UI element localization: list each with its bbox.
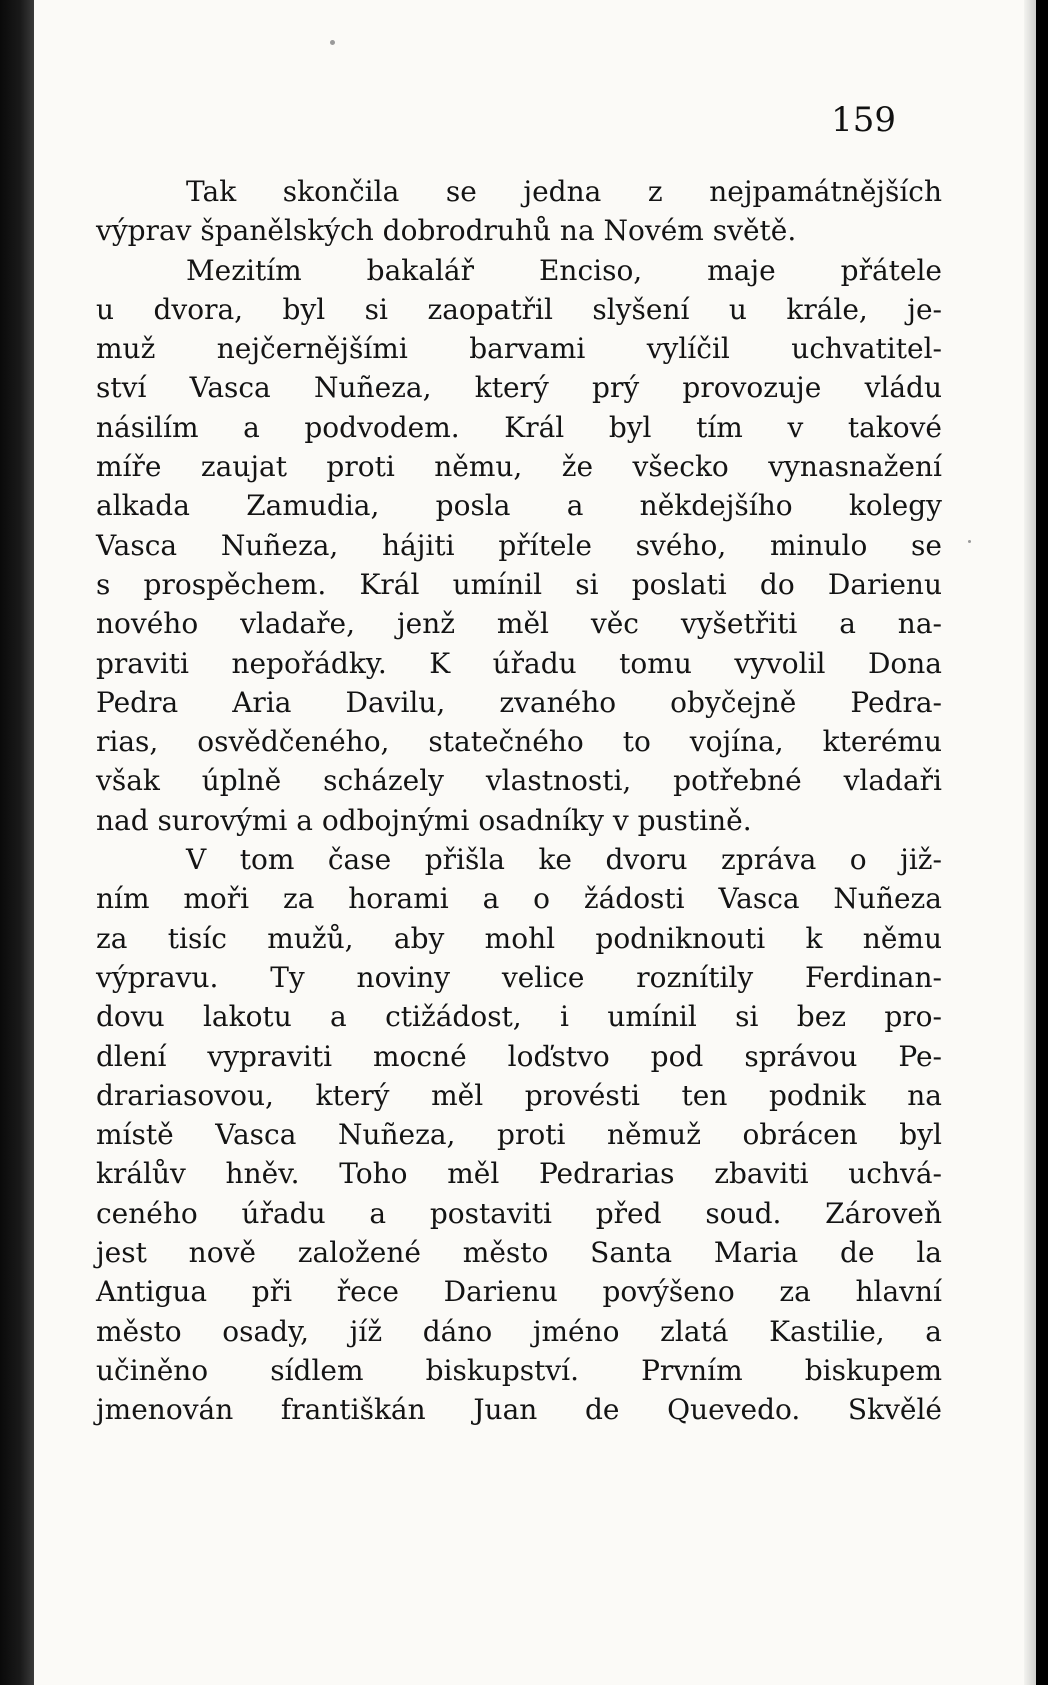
text-line: město osady, jíž dáno jméno zlatá Kastilie, a <box>96 1314 942 1348</box>
text-line: nad surovými a odbojnými osadníky v pustině. <box>96 803 752 837</box>
book-page <box>34 0 1036 1685</box>
text-line: Mezitím bakalář Enciso, maje přátele <box>186 253 942 287</box>
text-line: míře zaujat proti němu, že všecko vynasnažení <box>96 450 942 484</box>
text-line: však úplně scházely vlastnosti, potřebné vladaři <box>96 764 942 798</box>
text-line: výprav španělských dobrodruhů na Novém světě. <box>96 214 797 248</box>
text-line: ství Vasca Nuñeza, který prý provozuje vládu <box>96 371 942 405</box>
text-line: praviti nepořádky. K úřadu tomu vyvolil Dona <box>96 646 942 680</box>
text-line: místě Vasca Nuñeza, proti němuž obrácen byl <box>96 1118 942 1152</box>
text-line: násilím a podvodem. Král byl tím v takové <box>96 410 942 444</box>
text-line: dlení vypraviti mocné loďstvo pod správou Pe- <box>96 1039 942 1073</box>
text-line: výpravu. Ty noviny velice roznítily Ferdinan- <box>96 960 942 994</box>
text-line: učiněno sídlem biskupství. Prvním biskupem <box>96 1353 942 1387</box>
text-line: V tom čase přišla ke dvoru zpráva o již- <box>186 843 942 877</box>
text-line: rias, osvědčeného, statečného to vojína, kterému <box>96 725 942 759</box>
text-line: Antigua při řece Darienu povýšeno za hlavní <box>96 1275 942 1309</box>
scan-speck <box>968 540 971 543</box>
text-line: ním moři za horami a o žádosti Vasca Nuñeza <box>96 882 942 916</box>
text-line: s prospěchem. Král umínil si poslati do Darienu <box>96 567 942 601</box>
scan-left-edge <box>0 0 34 1685</box>
page-number: 159 <box>831 100 896 140</box>
text-line: drariasovou, který měl provésti ten podnik na <box>96 1078 942 1112</box>
text-line: Vasca Nuñeza, hájiti přítele svého, minulo se <box>96 528 942 562</box>
text-line: Tak skončila se jedna z nejpamátnějších <box>186 175 942 208</box>
text-line: muž nejčernějšími barvami vylíčil uchvatitel- <box>96 332 942 366</box>
text-line: Pedra Aria Davilu, zvaného obyčejně Pedra- <box>96 685 942 719</box>
page-right-edge <box>1024 0 1036 1685</box>
body-text <box>96 172 942 1430</box>
text-line: nového vladaře, jenž měl věc vyšetřiti a na- <box>96 607 942 641</box>
text-line: jest nově založené město Santa Maria de la <box>96 1236 942 1270</box>
text-line: jmenován františkán Juan de Quevedo. Skvělé <box>96 1393 942 1427</box>
text-line: ceného úřadu a postaviti před soud. Zároveň <box>96 1196 942 1230</box>
text-line: králův hněv. Toho měl Pedrarias zbaviti uchvá- <box>96 1157 942 1191</box>
text-line: u dvora, byl si zaopatřil slyšení u krále, je- <box>96 292 942 326</box>
text-line: dovu lakotu a ctižádost, i umínil si bez pro- <box>96 1000 942 1034</box>
text-line: alkada Zamudia, posla a někdejšího kolegy <box>96 489 942 523</box>
text-line: za tisíc mužů, aby mohl podniknouti k němu <box>96 921 942 955</box>
scan-speck <box>330 40 335 45</box>
